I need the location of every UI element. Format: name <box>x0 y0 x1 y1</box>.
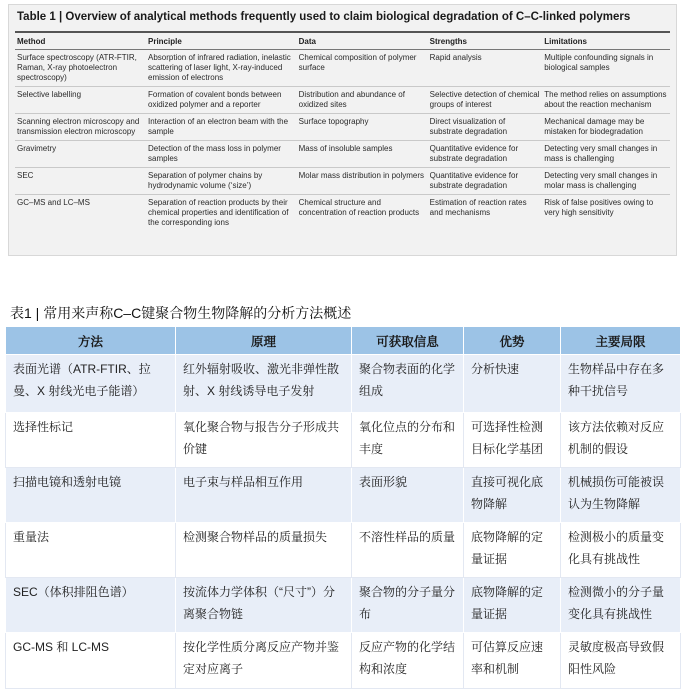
cell-strengths: Direct visualization of substrate degradation <box>428 114 543 141</box>
table-row <box>15 141 670 168</box>
cell-principle: Detection of the mass loss in polymer samples <box>146 141 297 168</box>
cell-principle: 氧化聚合物与报告分子形成共价键 <box>176 413 352 468</box>
table-row <box>15 114 670 141</box>
table-row <box>15 168 670 195</box>
cell-data: 反应产物的化学结构和浓度 <box>352 633 464 689</box>
cell-limitations: Detecting very small changes in molar mass is challenging <box>542 168 670 195</box>
cell-principle: Interaction of an electron beam with the sample <box>146 114 297 141</box>
header-data: Data <box>297 35 428 50</box>
cell-strengths: Quantitative evidence for substrate degradation <box>428 168 543 195</box>
chinese-table-title: 表1 | 常用来声称C–C键聚合物生物降解的分析方法概述 <box>10 305 352 321</box>
cell-method: SEC <box>15 168 146 195</box>
table-row <box>6 468 681 523</box>
cell-strengths: 可估算反应速率和机制 <box>464 633 561 689</box>
cell-strengths: Selective detection of chemical groups of interest <box>428 87 543 114</box>
cell-principle: 检测聚合物样品的质量损失 <box>176 523 352 578</box>
cell-principle: 红外辐射吸收、激光非弹性散射、X 射线诱导电子发射 <box>176 355 352 413</box>
table-row <box>6 578 681 633</box>
cell-method: 扫描电镜和透射电镜 <box>6 468 176 523</box>
cell-strengths: 直接可视化底物降解 <box>464 468 561 523</box>
cell-data: Surface topography <box>297 114 428 141</box>
english-table <box>15 35 670 231</box>
english-table-title: Table 1 | Overview of analytical methods frequently used to claim biological degradation of C–C-linked polymers <box>17 11 631 23</box>
cell-method: 选择性标记 <box>6 413 176 468</box>
cell-data: Molar mass distribution in polymers <box>297 168 428 195</box>
cell-method: SEC（体积排阻色谱） <box>6 578 176 633</box>
table-row <box>15 195 670 232</box>
cell-method: Scanning electron microscopy and transmission electron microscopy <box>15 114 146 141</box>
cell-method: 表面光谱（ATR-FTIR、拉曼、X 射线光电子能谱） <box>6 355 176 413</box>
cell-limitations: 该方法依赖对反应机制的假设 <box>561 413 681 468</box>
cell-method: GC–MS and LC–MS <box>17 198 90 207</box>
table-row <box>6 413 681 468</box>
header-principle: Principle <box>146 35 297 50</box>
cell-limitations: Mechanical damage may be mistaken for biodegradation <box>542 114 670 141</box>
table-row <box>6 523 681 578</box>
cell-limitations: The method relies on assumptions about the reaction mechanism <box>542 87 670 114</box>
cell-data: Chemical structure and concentration of reaction products <box>298 198 420 217</box>
cell-data: 表面形貌 <box>352 468 464 523</box>
cell-limitations: Risk of false positives owing to very high sensitivity <box>544 198 654 217</box>
cell-principle: Absorption of infrared radiation, inelastic scattering of laser light, X-ray-induced emission of electrons <box>146 50 297 87</box>
table-row <box>6 633 681 689</box>
header-strengths: 优势 <box>464 327 561 355</box>
cell-limitations: Detecting very small changes in mass is challenging <box>542 141 670 168</box>
cell-limitations: 灵敏度极高导致假阳性风险 <box>561 633 681 689</box>
cell-data: 氧化位点的分布和丰度 <box>352 413 464 468</box>
cell-method: Gravimetry <box>15 141 146 168</box>
cell-limitations: 生物样品中存在多种干扰信号 <box>561 355 681 413</box>
cell-principle: Separation of reaction products by their chemical properties and identification of the corresponding ions <box>148 198 289 227</box>
english-table-panel <box>8 4 677 256</box>
cell-principle: 电子束与样品相互作用 <box>176 468 352 523</box>
cell-method: GC-MS 和 LC-MS <box>6 633 176 689</box>
cell-data: 聚合物表面的化学组成 <box>352 355 464 413</box>
cell-strengths: 分析快速 <box>464 355 561 413</box>
cell-data: Distribution and abundance of oxidized sites <box>297 87 428 114</box>
cell-strengths: 底物降解的定量证据 <box>464 523 561 578</box>
table-row <box>15 87 670 114</box>
header-limitations: 主要局限 <box>561 327 681 355</box>
english-header-row <box>15 35 670 50</box>
cell-method: Surface spectroscopy (ATR-FTIR, Raman, X-ray photoelectron spectroscopy) <box>15 50 146 87</box>
cell-data: Chemical composition of polymer surface <box>297 50 428 87</box>
cell-strengths: 可选择性检测目标化学基团 <box>464 413 561 468</box>
cell-strengths: Quantitative evidence for substrate degradation <box>428 141 543 168</box>
cell-strengths: Estimation of reaction rates and mechanisms <box>429 198 527 217</box>
title-rule <box>15 31 670 33</box>
header-limitations: Limitations <box>542 35 670 50</box>
cell-data: 不溶性样品的质量 <box>352 523 464 578</box>
cell-principle: 按化学性质分离反应产物并鉴定对应离子 <box>176 633 352 689</box>
cell-method: Selective labelling <box>15 87 146 114</box>
cell-limitations: 检测极小的质量变化具有挑战性 <box>561 523 681 578</box>
cell-strengths: 底物降解的定量证据 <box>464 578 561 633</box>
header-method: 方法 <box>6 327 176 355</box>
table-row <box>6 355 681 413</box>
header-principle: 原理 <box>176 327 352 355</box>
chinese-table <box>5 326 681 689</box>
cell-data: Mass of insoluble samples <box>297 141 428 168</box>
cell-limitations: Multiple confounding signals in biological samples <box>542 50 670 87</box>
cell-limitations: 机械损伤可能被误认为生物降解 <box>561 468 681 523</box>
cell-principle: 按流体力学体积（“尺寸”）分离聚合物链 <box>176 578 352 633</box>
cell-principle: Separation of polymer chains by hydrodynamic volume (‘size’) <box>146 168 297 195</box>
table-row <box>15 50 670 87</box>
header-strengths: Strengths <box>428 35 543 50</box>
cell-limitations: 检测微小的分子量变化具有挑战性 <box>561 578 681 633</box>
cell-method: 重量法 <box>6 523 176 578</box>
cell-strengths: Rapid analysis <box>428 50 543 87</box>
header-data: 可获取信息 <box>352 327 464 355</box>
chinese-header-row <box>6 327 681 355</box>
cell-principle: Formation of covalent bonds between oxidized polymer and a reporter <box>146 87 297 114</box>
header-method: Method <box>15 35 146 50</box>
cell-data: 聚合物的分子量分布 <box>352 578 464 633</box>
